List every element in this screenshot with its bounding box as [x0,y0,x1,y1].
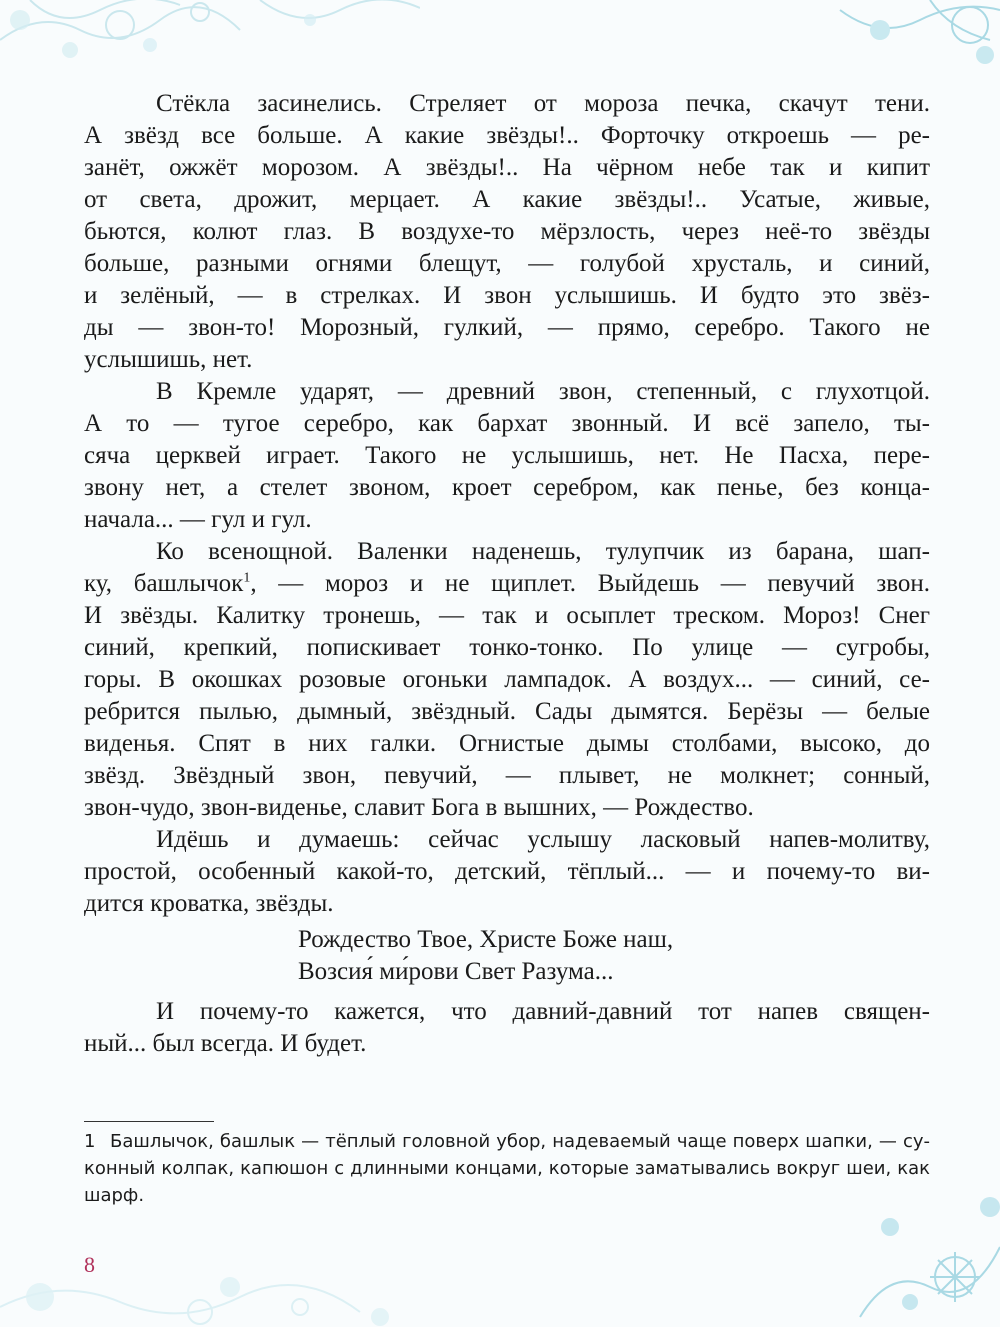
text-line: простой, особенный какой-то, детский, тёплый... — и почему-то ви- [84,858,930,885]
verse-line: Рождество Твое, Христе Боже наш, [298,926,674,953]
footnote-line: Башлычок, башлык — тёплый головной убор, надеваемый чаще поверх шапки, — су- [110,1131,930,1152]
text-line: Идёшь и думаешь: сейчас услышу ласковый напев-молитву, [156,826,930,853]
text-line: виденья. Спят в них галки. Огнистые дымы столбами, высоко, до [84,730,930,757]
footnote-divider [84,1121,214,1122]
text-line: Стёкла засинелись. Стреляет от мороза печка, скачут тени. [156,90,930,117]
text-line-with-footnote [84,568,930,600]
text-line: И звёзды. Калитку тронешь, — так и осыплет треском. Мороз! Снег [84,602,930,629]
text-line: занёт, ожжёт морозом. А звёзды!.. На чёрном небе так и кипит [84,154,930,181]
page-number: 8 [84,1252,95,1277]
text-line: начала... — гул и гул. [84,506,312,533]
text-line: И почему-то кажется, что давний-давний тот напев священ- [156,998,930,1025]
text-fragment: ку, башлычок [84,570,244,597]
text-line: больше, разными огнями блещут, — голубой хрусталь, и синий, [84,250,930,277]
text-line: горы. В окошках розовые огоньки лампадок. А воздух... — синий, се- [84,666,930,693]
verse-line: Возсия́ ми́рови Свет Разума... [298,958,614,985]
text-line: дится кроватка, звёзды. [84,890,334,917]
snowflake-ornament-bottom-right [850,1167,1000,1327]
text-line: услышишь, нет. [84,346,253,373]
text-line: и зелёный, — в стрелках. И звон услышишь. И будто это звёз- [84,282,930,309]
snowflake-ornament-bottom-left [0,1217,420,1327]
footnote-number: 1 [84,1131,96,1152]
footnote-line: шарф. [84,1185,145,1206]
snowflake-ornament-top-right [820,0,1000,70]
text-line: синий, крепкий, попискивает тонко-тонко. По улице — сугробы, [84,634,930,661]
footnote-line: конный колпак, капюшон с длинными концами, которые заматывались вокруг шеи, как [84,1158,930,1179]
text-line: от света, дрожит, мерцает. А какие звёзды!.. Усатые, живые, [84,186,930,213]
text-line: А то — тугое серебро, как бархат звонный. И всё запело, ты- [84,410,930,437]
text-line: Ко всенощной. Валенки наденешь, тулупчик из барана, шап- [156,538,930,565]
text-line: ребрится пылью, дымный, звёздный. Сады дымятся. Берёзы — белые [84,698,930,725]
text-line: А звёзд все больше. А какие звёзды!.. Форточку откроешь — ре- [84,122,930,149]
footnote-reference[interactable]: 1 [243,570,251,586]
text-line: В Кремле ударят, — древний звон, степенный, с глухотцой. [156,378,930,405]
snowflake-ornament-top-left [0,0,420,70]
text-line: звёзд. Звёздный звон, певучий, — плывет, не молкнет; сонный, [84,762,930,789]
text-line: сяча церквей играет. Такого не услышишь, нет. Не Пасха, пере- [84,442,930,469]
text-line: звону нет, а стелет звоном, кроет серебром, как пенье, без конца- [84,474,930,501]
text-line: ный... был всегда. И будет. [84,1030,367,1057]
text-line: ды — звон-то! Морозный, гулкий, — прямо, серебро. Такого не [84,314,930,341]
text-line: звон-чудо, звон-виденье, славит Бога в вышних, — Рождество. [84,794,754,821]
text-fragment: , — мороз и не щиплет. Выйдешь — певучий звон. [250,570,930,597]
text-line: бьются, колют глаз. В воздухе-то мёрзлость, через неё-то звёзды [84,218,930,245]
